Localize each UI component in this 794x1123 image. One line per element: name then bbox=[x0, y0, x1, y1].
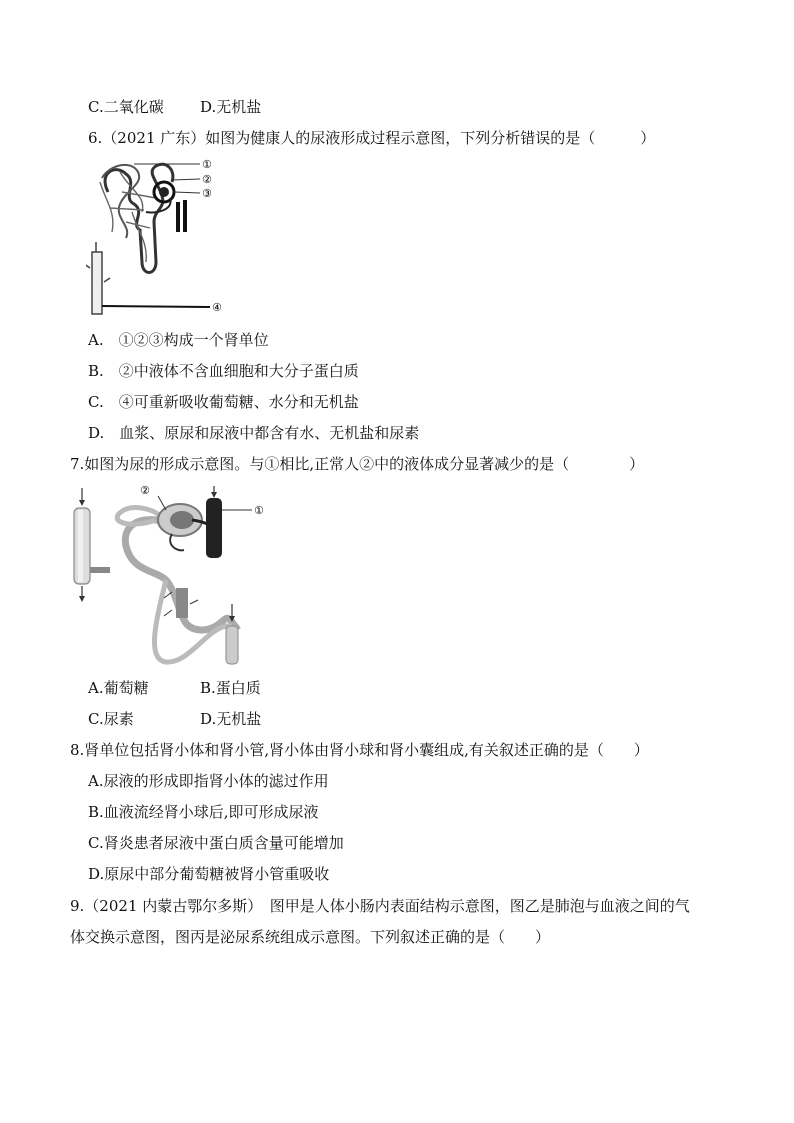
q8-option-c: C.肾炎患者尿液中蛋白质含量可能增加 bbox=[88, 834, 344, 852]
q7-urine-formation-figure bbox=[66, 480, 276, 670]
q9-stem-line1: 9.（2021 内蒙古鄂尔多斯） 图甲是人体小肠内表面结构示意图，图乙是肺泡与血液之间的气 bbox=[70, 897, 690, 915]
q7-option-b: B.蛋白质 bbox=[200, 679, 261, 697]
q7-option-d: D.无机盐 bbox=[200, 710, 262, 728]
q8-option-b: B.血液流经肾小球后,即可形成尿液 bbox=[88, 803, 319, 821]
q6-stem: 6.（2021 广东）如图为健康人的尿液形成过程示意图，下列分析错误的是（ ） bbox=[88, 129, 656, 147]
q7-stem: 7.如图为尿的形成示意图。与①相比,正常人②中的液体成分显著减少的是（ ） bbox=[70, 455, 645, 473]
q7-option-a: A.葡萄糖 bbox=[88, 679, 149, 697]
q8-option-a: A.尿液的形成即指肾小体的滤过作用 bbox=[88, 772, 329, 790]
q7-options-row2 bbox=[88, 709, 261, 729]
q8-stem: 8.肾单位包括肾小体和肾小管,肾小体由肾小球和肾小囊组成,有关叙述正确的是（ ） bbox=[70, 741, 649, 759]
q6-option-c: C. ④可重新吸收葡萄糖、水分和无机盐 bbox=[88, 393, 359, 411]
q5-option-c: C.二氧化碳 bbox=[88, 98, 164, 116]
q9-stem-line2: 体交换示意图，图丙是泌尿系统组成示意图。下列叙述正确的是（ ） bbox=[70, 928, 551, 946]
q6-label-1: ① bbox=[202, 158, 212, 171]
q7-option-c: C.尿素 bbox=[88, 710, 134, 728]
q6-label-2: ② bbox=[202, 173, 212, 186]
q5-options bbox=[88, 97, 261, 117]
q6-option-a: A. ①②③构成一个肾单位 bbox=[88, 331, 269, 349]
q7-options-row1 bbox=[88, 678, 261, 698]
q6-nephron-figure bbox=[86, 152, 236, 318]
q6-label-4: ④ bbox=[212, 301, 222, 314]
q5-option-d: D.无机盐 bbox=[200, 98, 262, 116]
q6-option-d: D. 血浆、原尿和尿液中都含有水、无机盐和尿素 bbox=[88, 424, 420, 442]
q6-label-3: ③ bbox=[202, 187, 212, 200]
q7-label-2: ② bbox=[140, 484, 150, 497]
q8-option-d: D.原尿中部分葡萄糖被肾小管重吸收 bbox=[88, 865, 330, 883]
q7-label-1: ① bbox=[254, 504, 264, 517]
q6-option-b: B. ②中液体不含血细胞和大分子蛋白质 bbox=[88, 362, 359, 380]
